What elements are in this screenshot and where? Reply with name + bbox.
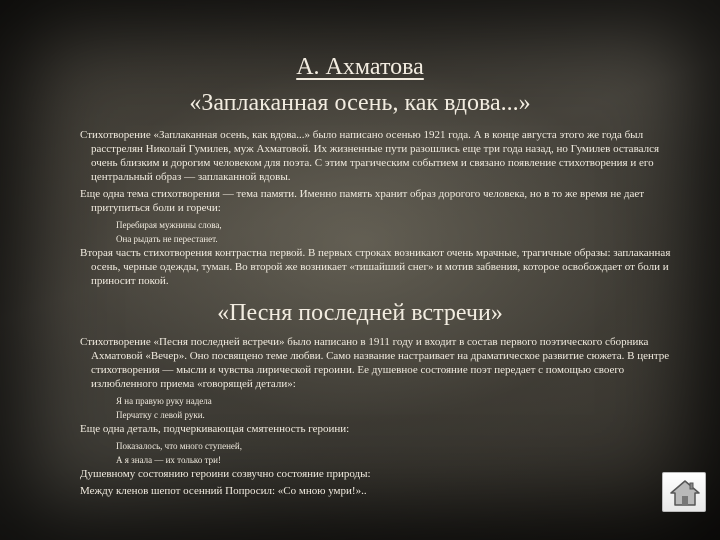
poem-quote	[80, 218, 680, 246]
quote-line: Она рыдать не перестанет.	[116, 234, 218, 244]
poem-quote	[80, 394, 680, 422]
section2-paragraph: Еще одна деталь, подчеркивающая смятенность героини:	[80, 423, 350, 435]
home-button[interactable]	[662, 472, 706, 512]
poem-title-heading: «Заплаканная осень, как вдова...»	[189, 90, 531, 116]
section1-paragraph: Стихотворение «Заплаканная осень, как вдова...» было написано осенью 1921 года. А в конце августа этого же года был расстрелян Николай Гумилев, муж Ахматовой. Их жизненные пути разошлись еще три года назад, но Гумилев оставался очень близким и дорогим человеком для поэта. С этим трагическим событием и связано появление стихотворения и его центральный образ — заплаканной вдовы.	[80, 129, 660, 183]
slide-content	[80, 128, 680, 501]
section1-paragraph: Еще одна тема стихотворения — тема памяти. Именно память хранит образ дорогого человека, но в то же время не дает притупиться боли и горечи:	[80, 188, 645, 214]
quote-line: Перебирая мужнины слова,	[116, 220, 222, 230]
quote-line: Показалось, что много ступеней,	[116, 441, 242, 451]
quote-line: А я знала — их только три!	[116, 455, 221, 465]
poem-quote	[80, 439, 680, 467]
section2-paragraph: Душевному состоянию героини созвучно состояние природы:	[80, 468, 371, 480]
author-heading: А. Ахматова	[296, 54, 424, 80]
section2-paragraph: Стихотворение «Песня последней встречи» было написано в 1911 году и входит в состав первого поэтического сборника Ахматовой «Вечер». Оно посвящено теме любви. Само название настраивает на драматическое развитие сюжета. В центре стихотворения — мысли и чувства лирической героини. Ее душевное состояние поэт передает с помощью своего излюбленного приема «говорящей детали»:	[80, 336, 670, 390]
section1-paragraph: Вторая часть стихотворения контрастна первой. В первых строках возникают очень мрачные, трагичные образы: заплаканная осень, черные одежды, туман. Во второй же возникает «тишайший снег» и мотив забвения, которое освобождает от боли и приносит покой.	[80, 247, 671, 287]
quote-line: Я на правую руку надела	[116, 396, 212, 406]
quote-line: Перчатку с левой руки.	[116, 410, 205, 420]
home-icon	[669, 478, 701, 508]
slide-title	[0, 52, 720, 120]
section2-heading: «Песня последней встречи»	[217, 300, 503, 326]
section2-paragraph: Между кленов шепот осенний Попросил: «Со мною умри!»..	[80, 485, 367, 497]
